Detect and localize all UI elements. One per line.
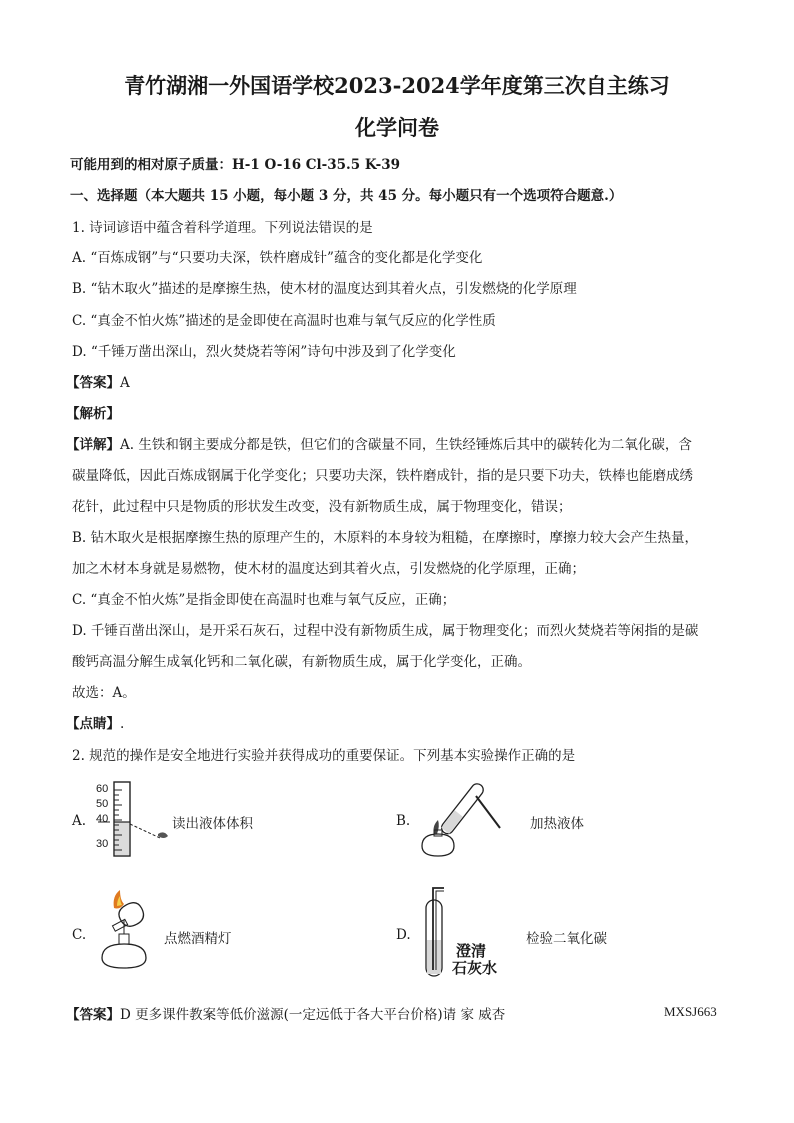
detail-line-8: 酸钙高温分解生成氧化钙和二氧化碳，有新物质生成，属于化学变化，正确。: [72, 654, 531, 670]
q2-option-d-letter: D.: [396, 927, 411, 943]
heating-liquid-figure: [414, 776, 514, 862]
detail-text: A. 生铁和钢主要成分都是铁，但它们的含碳量不同，生铁经锤炼后其中的碳转化为二氧化碳，含: [120, 437, 692, 453]
page-title: 青竹湖湘一外国语学校2023-2024学年度第三次自主练习: [124, 73, 670, 98]
comment-tail: .: [120, 716, 125, 732]
detail-line-3: 花针，此过程中只是物质的形状发生改变，没有新物质生成，属于物理变化，错误；: [72, 499, 572, 515]
q2-option-c-caption: 点燃酒精灯: [164, 931, 232, 947]
q1-option-c: C. “真金不怕火炼”描述的是金即使在高温时也难与氧气反应的化学性质: [72, 313, 496, 329]
detail-line-1: [66, 433, 692, 453]
detail-line-5: 加之木材本身就是易燃物，使木材的温度达到其着火点，引发燃烧的化学原理，正确；: [72, 561, 585, 577]
tick-label-60: 60: [96, 783, 109, 795]
detail-label: 【详解】: [66, 437, 120, 453]
q2-option-b-letter: B.: [396, 813, 411, 829]
analysis-label: 【解析】: [66, 406, 120, 422]
q1-stem: 1. 诗词谚语中蕴含着科学道理。下列说法错误的是: [72, 220, 373, 236]
limewater-label-2: 石灰水: [452, 959, 498, 977]
alcohol-lamp-figure: [92, 890, 166, 976]
atomic-masses: 可能用到的相对原子质量：H-1 O-16 Cl-35.5 K-39: [70, 157, 400, 173]
footer-code: MXSJ663: [664, 1004, 717, 1019]
q2-stem: 2. 规范的操作是安全地进行实验并获得成功的重要保证。下列基本实验操作正确的是: [72, 748, 576, 764]
q2-option-c-letter: C.: [72, 927, 87, 943]
page-subtitle: 化学问卷: [355, 115, 439, 140]
answer-value: A: [120, 375, 130, 391]
limewater-test-figure: [420, 884, 450, 980]
comment-label: 【点睛】: [66, 716, 120, 732]
detail-line-7: D. 千锤百凿出深山，是开采石灰石，过程中没有新物质生成，属于物理变化；而烈火焚烧若等闲指的是碳: [72, 623, 699, 639]
q1-option-d: D. “千锤万凿出深山，烈火焚烧若等闲”诗句中涉及到了化学变化: [72, 344, 456, 360]
tick-label-50: 50: [96, 798, 109, 810]
tick-label-30: 30: [96, 838, 109, 850]
footer-answer-label: 【答案】: [66, 1007, 120, 1023]
detail-line-2: 碳量降低，因此百炼成钢属于化学变化；只要功夫深，铁杵磨成针，指的是只要下功夫，铁棒也能磨成绣: [72, 468, 693, 484]
q1-answer: [66, 371, 130, 391]
q2-option-d-caption: 检验二氧化碳: [526, 931, 607, 947]
answer-label: 【答案】: [66, 375, 120, 391]
detail-line-6: C. “真金不怕火炼”是指金即使在高温时也难与氧气反应，正确；: [72, 592, 456, 608]
tick-label-40: 40: [96, 813, 109, 825]
comment: [66, 712, 124, 732]
detail-line-4: B. 钻木取火是根据摩擦生热的原理产生的，木原料的本身较为粗糙，在摩擦时，摩擦力较大会产生热量，: [72, 530, 699, 546]
q1-option-a: A. “百炼成钢”与“只要功夫深，铁杵磨成针”蕴含的变化都是化学变化: [72, 250, 483, 266]
section-heading: 一、选择题（本大题共 15 小题，每小题 3 分，共 45 分。每小题只有一个选项符合题意.）: [70, 188, 623, 204]
footer-answer-text: D 更多课件教案等低价滋源(一定远低于各大平台价格)请 家 威杏: [120, 1007, 506, 1023]
q1-option-b: B. “钻木取火”描述的是摩擦生热，使木材的温度达到其着火点，引发燃烧的化学原理: [72, 281, 577, 297]
footer-answer: [66, 1003, 505, 1023]
q2-option-b-caption: 加热液体: [530, 816, 584, 832]
q2-option-a-letter: A.: [72, 813, 87, 829]
conclusion: 故选：A。: [72, 685, 136, 701]
limewater-label-1: 澄清: [456, 942, 487, 960]
q2-option-a-caption: 读出液体体积: [172, 816, 253, 832]
